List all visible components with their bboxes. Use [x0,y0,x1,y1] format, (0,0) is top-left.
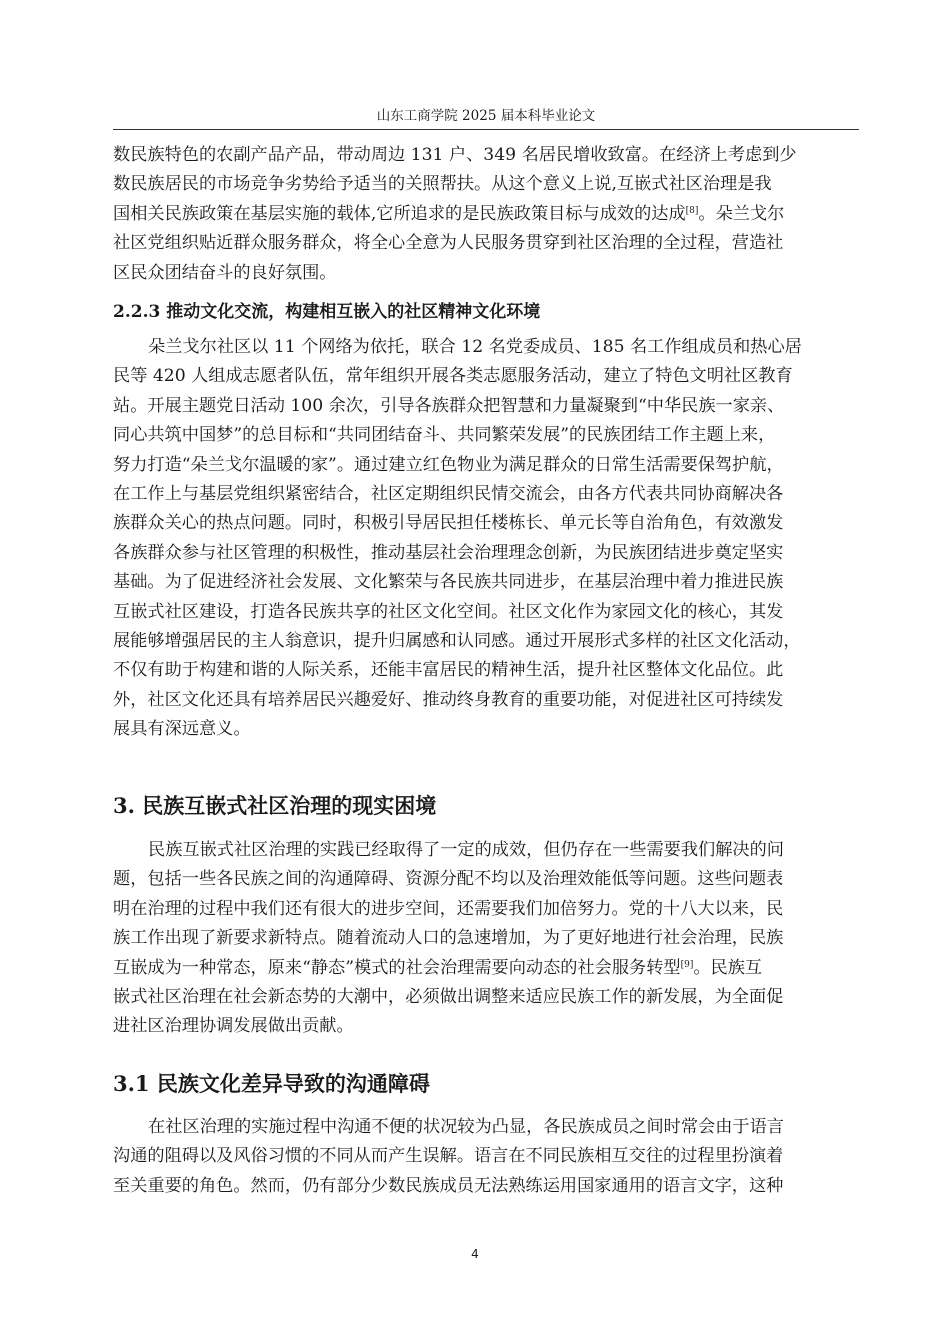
section-heading-3: 3. 民族互嵌式社区治理的现实困境 [113,793,437,818]
text-line: 不仅有助于构建和谐的人际关系，还能丰富居民的精神生活，提升社区整体文化品位。此 [113,660,784,681]
text-segment: 国相关民族政策在基层实施的载体,它所追求的是民族政策目标与成效的达成 [113,203,686,224]
text-line: 数民族特色的农副产品产品，带动周边 131 户、349 名居民增收致富。在经济上考虑到少 [113,145,797,165]
text-line: 区民众团结奋斗的良好氛围。 [113,262,337,283]
text-line: 展具有深远意义。 [113,719,251,740]
text-line [113,954,859,983]
text-segment: 互嵌成为一种常态，原来“静态”模式的社会治理需要向动态的社会服务转型 [113,957,681,978]
text-line: 族工作出现了新要求新特点。随着流动人口的急速增加，为了更好地进行社会治理，民族 [113,928,784,949]
paragraph-cultural-exchange [113,333,859,744]
citation-ref: [8] [685,205,699,216]
citation-ref: [9] [680,959,694,970]
text-line: 各族群众参与社区管理的积极性，推动基层社会治理理念创新，为民族团结进步奠定坚实 [113,542,784,563]
text-line: 沟通的阻碍以及风俗习惯的不同从而产生误解。语言在不同民族相互交往的过程里扮演着 [113,1146,784,1167]
text-line: 明在治理的过程中我们还有很大的进步空间，还需要我们加倍努力。党的十八大以来，民 [113,898,784,919]
subsection-heading-2-2-3: 2.2.3 推动文化交流，构建相互嵌入的社区精神文化环境 [113,302,541,322]
text-line: 在工作上与基层党组织紧密结合，社区定期组织民情交流会，由各方代表共同协商解决各 [113,483,784,504]
text-line: 外，社区文化还具有培养居民兴趣爱好、推动终身教育的重要功能，对促进社区可持续发 [113,689,784,710]
text-line: 展能够增强居民的主人翁意识，提升归属感和认同感。通过开展形式多样的社区文化活动， [113,630,801,651]
text-line: 努力打造“朵兰戈尔温暖的家”。通过建立红色物业为满足群众的日常生活需要保驾护航， [113,454,784,475]
paragraph-economic-support [113,141,859,288]
paragraph-governance-dilemma [113,836,859,1042]
text-line: 基础。为了促进经济社会发展、文化繁荣与各民族共同进步，在基层治理中着力推进民族 [113,572,784,593]
section-heading-3-1: 3.1 民族文化差异导致的沟通障碍 [113,1071,430,1096]
text-line: 民等 420 人组成志愿者队伍，常年组织开展各类志愿服务活动，建立了特色文明社区教育 [113,366,793,387]
text-line [113,200,859,229]
text-segment: 。朵兰戈尔 [698,203,785,224]
page-number: 4 [471,1247,479,1261]
text-line: 进社区治理协调发展做出贡献。 [113,1016,354,1037]
text-line: 站。开展主题党日活动 100 余次，引导各族群众把智慧和力量凝聚到“中华民族一家亲、 [113,395,785,416]
text-line: 朵兰戈尔社区以 11 个网络为依托，联合 12 名党委成员、185 名工作组成员和热心居 [148,337,802,357]
text-line: 同心共筑中国梦”的总目标和“共同团结奋斗、共同繁荣发展”的民族团结工作主题上来， [113,425,776,446]
text-line: 族群众关心的热点问题。同时，积极引导居民担任楼栋长、单元长等自治角色，有效激发 [113,513,784,534]
page-header [113,104,859,130]
text-segment: 。民族互 [693,957,763,978]
text-line: 民族互嵌式社区治理的实践已经取得了一定的成效，但仍存在一些需要我们解决的问 [148,840,784,860]
paragraph-communication-barrier [113,1113,859,1201]
text-line: 在社区治理的实施过程中沟通不便的状况较为凸显，各民族成员之间时常会由于语言 [148,1117,784,1137]
text-line: 嵌式社区治理在社会新态势的大潮中，必须做出调整来适应民族工作的新发展，为全面促 [113,986,784,1007]
text-line: 数民族居民的市场竞争劣势给予适当的关照帮扶。从这个意义上说,互嵌式社区治理是我 [113,174,772,195]
text-line: 题，包括一些各民族之间的沟通障碍、资源分配不均以及治理效能低等问题。这些问题表 [113,869,784,890]
header-title: 山东工商学院 2025 届本科毕业论文 [376,108,596,124]
text-line: 互嵌式社区建设，打造各民族共享的社区文化空间。社区文化作为家园文化的核心，其发 [113,601,784,622]
text-line: 至关重要的角色。然而，仍有部分少数民族成员无法熟练运用国家通用的语言文字，这种 [113,1175,784,1196]
text-line: 社区党组织贴近群众服务群众，将全心全意为人民服务贯穿到社区治理的全过程，营造社 [113,233,784,254]
